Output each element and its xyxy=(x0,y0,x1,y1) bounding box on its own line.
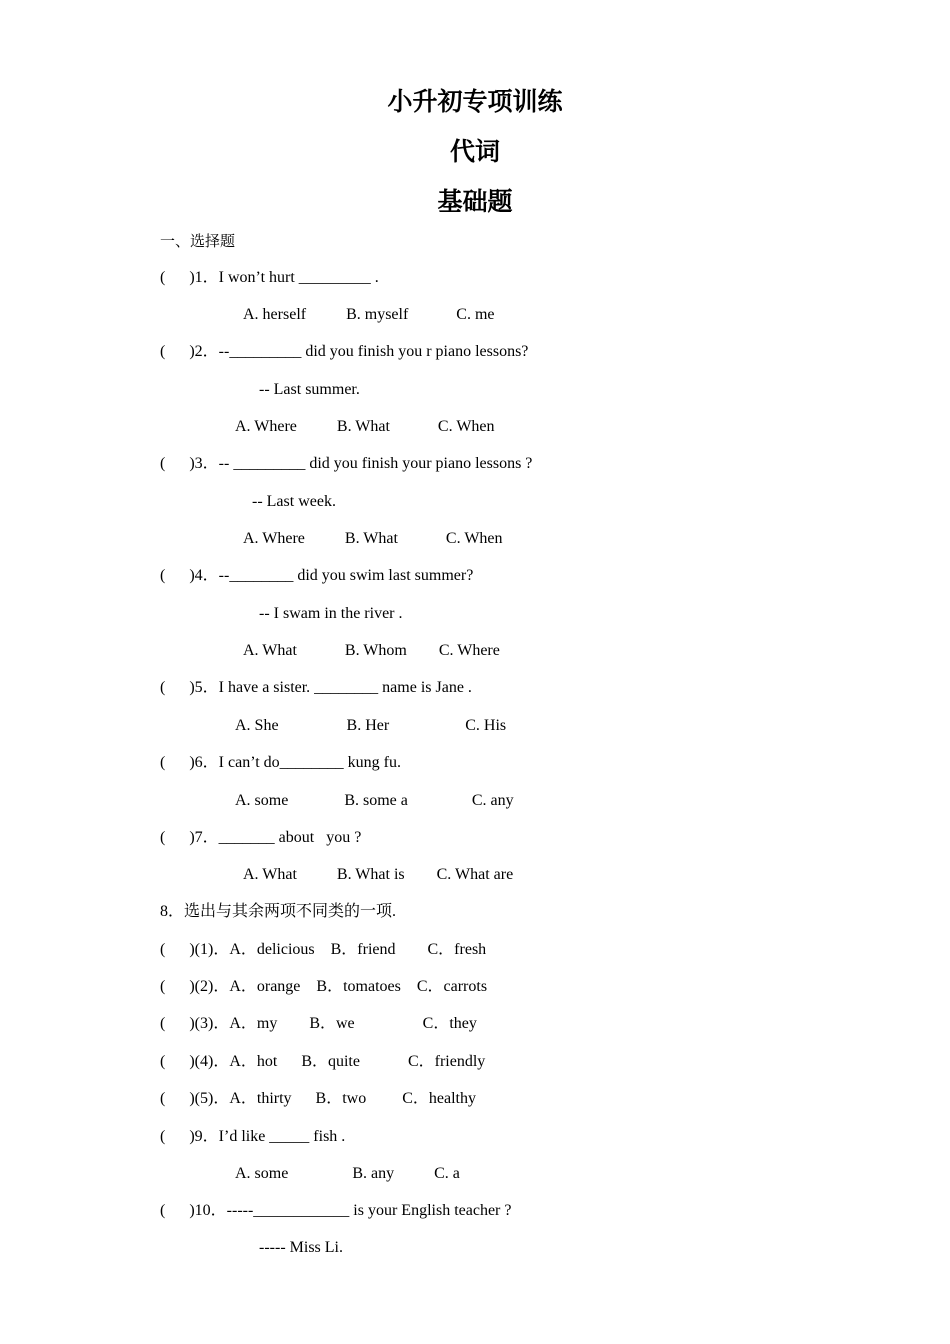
question-2-options: A. Where B. What C. When xyxy=(235,418,495,435)
question-10-answer: ----- Miss Li. xyxy=(259,1239,343,1256)
question-8-3: ( )(3)．A．my B．we C．they xyxy=(160,1015,477,1032)
question-3-answer: -- Last week. xyxy=(252,493,336,510)
question-4: ( )4．--________ did you swim last summer? xyxy=(160,567,474,584)
question-1-options: A. herself B. myself C. me xyxy=(243,306,495,323)
level-title: 基础题 xyxy=(437,187,513,216)
question-8: 8．选出与其余两项不同类的一项. xyxy=(160,903,397,920)
question-8-2: ( )(2)．A．orange B．tomatoes C．carrots xyxy=(160,978,488,995)
question-3: ( )3．-- _________ did you finish your piano lessons ? xyxy=(160,455,533,472)
question-3-options: A. Where B. What C. When xyxy=(243,530,503,547)
question-1: ( )1．I won’t hurt _________ . xyxy=(160,269,379,286)
question-7: ( )7．_______ about you ? xyxy=(160,829,362,846)
document-title: 小升初专项训练 xyxy=(387,87,563,116)
question-4-answer: -- I swam in the river . xyxy=(259,605,403,622)
question-9-options: A. some B. any C. a xyxy=(235,1165,460,1182)
question-5: ( )5．I have a sister. ________ name is Jane . xyxy=(160,679,472,696)
question-9: ( )9．I’d like _____ fish . xyxy=(160,1128,346,1145)
question-8-1: ( )(1)．A．delicious B．friend C．fresh xyxy=(160,941,487,958)
question-7-options: A. What B. What is C. What are xyxy=(243,866,514,883)
question-8-5: ( )(5)．A．thirty B．two C．healthy xyxy=(160,1090,476,1107)
question-2-answer: -- Last summer. xyxy=(259,381,360,398)
question-2: ( )2．--_________ did you finish you r piano lessons? xyxy=(160,343,529,360)
question-5-options: A. She B. Her C. His xyxy=(235,717,507,734)
question-10: ( )10．-----____________ is your English teacher ? xyxy=(160,1202,512,1219)
section-heading: 一、选择题 xyxy=(160,232,236,250)
question-6-options: A. some B. some a C. any xyxy=(235,792,514,809)
question-4-options: A. What B. Whom C. Where xyxy=(243,642,500,659)
question-6: ( )6．I can’t do________ kung fu. xyxy=(160,754,402,771)
question-8-4: ( )(4)．A．hot B．quite C．friendly xyxy=(160,1053,486,1070)
topic-title: 代词 xyxy=(449,137,500,166)
